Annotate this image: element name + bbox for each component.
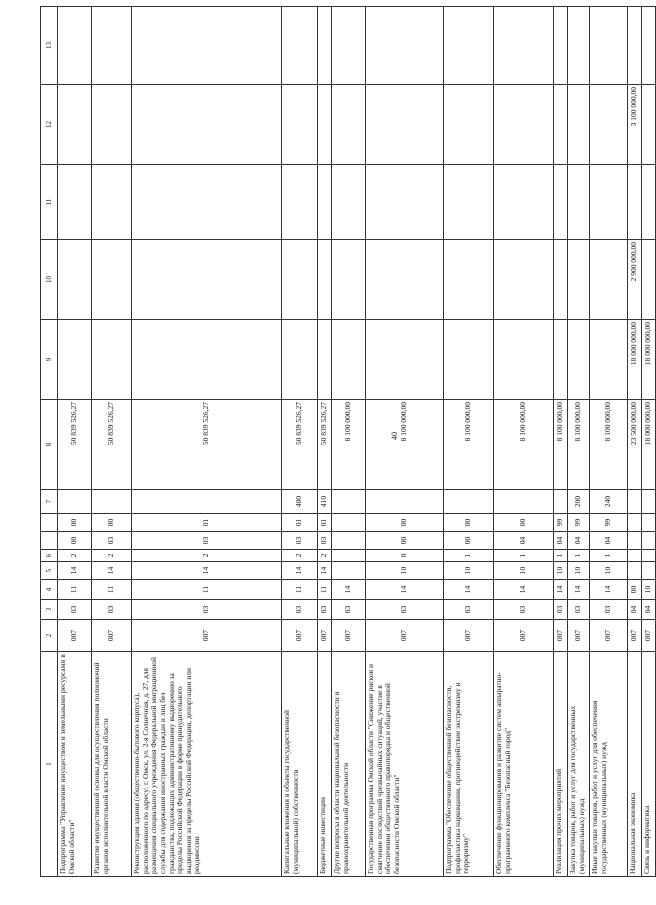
row-value-cell: 03	[332, 600, 366, 620]
row-value-cell: 10	[590, 562, 628, 580]
row-value-cell	[92, 85, 132, 165]
row-value-cell	[282, 165, 318, 240]
row-value-cell: 1	[494, 550, 554, 562]
row-value-cell	[58, 240, 92, 320]
row-value-cell: 00	[92, 514, 132, 532]
row-value-cell	[332, 550, 366, 562]
row-value-cell: 10	[568, 562, 590, 580]
row-value-cell: 03	[318, 600, 332, 620]
row-value-cell	[366, 7, 444, 85]
row-value-cell: 00	[58, 532, 92, 550]
row-value-cell: 18 000 000,00	[642, 320, 656, 400]
budget-table	[40, 6, 656, 877]
row-name-cell: Государственная программа Омской области "Снижение рисков и смягчение последствий чрезвычайных ситуаций, участие в обеспечении общественного правопорядка и общественной безопасности Омской области"	[366, 652, 444, 877]
row-value-cell: 04	[494, 532, 554, 550]
row-value-cell	[332, 514, 366, 532]
row-value-cell: 99	[554, 514, 568, 532]
row-value-cell	[332, 532, 366, 550]
row-value-cell	[494, 7, 554, 85]
row-value-cell	[92, 7, 132, 85]
row-value-cell: 50 839 526,27	[58, 400, 92, 490]
row-value-cell: 03	[282, 532, 318, 550]
row-value-cell	[444, 240, 494, 320]
row-value-cell: 10	[494, 562, 554, 580]
row-value-cell: 007	[132, 620, 282, 652]
row-value-cell: 007	[444, 620, 494, 652]
row-value-cell	[568, 7, 590, 85]
row-value-cell: 11	[318, 580, 332, 600]
row-value-cell: 400	[282, 490, 318, 514]
row-value-cell	[554, 7, 568, 85]
row-value-cell: 8 100 000,00	[554, 400, 568, 490]
row-value-cell: 3 100 000,00	[628, 85, 642, 165]
row-value-cell: 04	[642, 600, 656, 620]
row-value-cell	[282, 85, 318, 165]
row-value-cell	[332, 85, 366, 165]
row-value-cell: 007	[568, 620, 590, 652]
table-row	[282, 7, 318, 877]
row-value-cell: 18 000 000,00	[628, 320, 642, 400]
row-value-cell: 18 000 000,00	[642, 400, 656, 490]
row-value-cell	[628, 7, 642, 85]
row-value-cell	[318, 165, 332, 240]
row-value-cell: 14	[92, 562, 132, 580]
row-value-cell	[318, 320, 332, 400]
row-value-cell	[58, 7, 92, 85]
row-value-cell: 200	[568, 490, 590, 514]
row-value-cell: 01	[282, 514, 318, 532]
row-value-cell: 14	[132, 562, 282, 580]
row-value-cell: 8 100 000,00	[590, 400, 628, 490]
row-value-cell: 14	[332, 580, 366, 600]
row-value-cell	[494, 85, 554, 165]
page-number: 40	[390, 432, 399, 440]
header-cell: 13	[41, 7, 58, 85]
row-value-cell	[92, 490, 132, 514]
row-value-cell	[58, 490, 92, 514]
row-value-cell	[568, 240, 590, 320]
row-value-cell	[444, 7, 494, 85]
header-cell: 3	[41, 600, 58, 620]
header-cell: 2	[41, 620, 58, 652]
row-value-cell: 03	[366, 600, 444, 620]
row-value-cell: 2	[58, 550, 92, 562]
row-value-cell	[332, 240, 366, 320]
row-value-cell	[92, 240, 132, 320]
row-value-cell: 03	[132, 600, 282, 620]
row-value-cell: 03	[444, 600, 494, 620]
row-value-cell: 03	[282, 600, 318, 620]
row-value-cell: 00	[58, 514, 92, 532]
row-value-cell: 03	[132, 532, 282, 550]
row-value-cell: 00	[366, 532, 444, 550]
row-value-cell	[332, 320, 366, 400]
row-value-cell: 007	[366, 620, 444, 652]
row-value-cell	[132, 165, 282, 240]
row-name-cell: Подпрограмма "Управление имуществом и земельными ресурсами в Омской области"	[58, 652, 92, 877]
header-cell: 10	[41, 240, 58, 320]
row-value-cell: 2	[282, 550, 318, 562]
row-value-cell	[444, 490, 494, 514]
row-value-cell	[628, 562, 642, 580]
row-value-cell	[642, 562, 656, 580]
row-value-cell	[366, 320, 444, 400]
table-row	[568, 7, 590, 877]
header-cell: 6	[41, 550, 58, 562]
row-value-cell	[332, 7, 366, 85]
header-cell	[41, 532, 58, 550]
row-value-cell: 99	[568, 514, 590, 532]
row-value-cell	[494, 240, 554, 320]
row-value-cell: 04	[554, 532, 568, 550]
row-value-cell	[58, 165, 92, 240]
row-name-cell: Реализация прочих мероприятий	[554, 652, 568, 877]
row-value-cell: 1	[590, 550, 628, 562]
row-name-cell: Иные закупки товаров, работ и услуг для обеспечения государственных (муниципальных) нужд	[590, 652, 628, 877]
row-value-cell: 23 500 000,00	[628, 400, 642, 490]
row-value-cell: 007	[332, 620, 366, 652]
row-value-cell: 14	[590, 580, 628, 600]
row-value-cell	[332, 165, 366, 240]
table-row	[58, 7, 92, 877]
row-value-cell	[590, 165, 628, 240]
header-cell: 9	[41, 320, 58, 400]
row-value-cell: 01	[318, 514, 332, 532]
header-cell	[41, 514, 58, 532]
row-value-cell	[332, 562, 366, 580]
table-row	[366, 7, 444, 877]
row-value-cell	[282, 240, 318, 320]
row-value-cell	[92, 165, 132, 240]
row-name-cell: Капитальные вложения в объекты государственной (муниципальной) собственности	[282, 652, 318, 877]
row-value-cell: 03	[494, 600, 554, 620]
row-value-cell: 2	[92, 550, 132, 562]
row-value-cell: 03	[58, 600, 92, 620]
row-value-cell: 2	[132, 550, 282, 562]
row-value-cell: 03	[568, 600, 590, 620]
table-row	[92, 7, 132, 877]
row-value-cell: 007	[282, 620, 318, 652]
row-value-cell	[628, 550, 642, 562]
row-value-cell: 410	[318, 490, 332, 514]
table-row	[132, 7, 282, 877]
rotated-budget-table	[40, 7, 653, 877]
row-value-cell	[282, 320, 318, 400]
table-row	[642, 7, 656, 877]
header-cell: 4	[41, 580, 58, 600]
row-value-cell: 03	[554, 600, 568, 620]
row-value-cell	[590, 7, 628, 85]
row-value-cell: 2 900 000,00	[628, 240, 642, 320]
row-value-cell: 50 839 526,27	[92, 400, 132, 490]
table-row	[332, 7, 366, 877]
row-value-cell	[318, 85, 332, 165]
row-value-cell	[366, 490, 444, 514]
row-value-cell: 007	[58, 620, 92, 652]
row-value-cell	[366, 85, 444, 165]
row-value-cell	[58, 85, 92, 165]
row-value-cell: 007	[494, 620, 554, 652]
row-value-cell	[642, 532, 656, 550]
row-value-cell: 00	[444, 532, 494, 550]
row-value-cell: 03	[318, 532, 332, 550]
row-value-cell	[590, 85, 628, 165]
table-row	[444, 7, 494, 877]
row-value-cell: 14	[554, 580, 568, 600]
row-value-cell: 03	[92, 532, 132, 550]
header-row	[41, 7, 58, 877]
row-value-cell: 14	[58, 562, 92, 580]
row-value-cell: 04	[590, 532, 628, 550]
row-value-cell: 1	[444, 550, 494, 562]
row-name-cell: Связь и информатика	[642, 652, 656, 877]
row-value-cell	[444, 165, 494, 240]
row-name-cell: Бюджетные инвестиции	[318, 652, 332, 877]
row-value-cell: 007	[554, 620, 568, 652]
row-value-cell: 8 100 000,00	[494, 400, 554, 490]
row-value-cell: 50 839 526,27	[318, 400, 332, 490]
row-value-cell	[590, 240, 628, 320]
row-value-cell	[132, 490, 282, 514]
row-value-cell	[642, 85, 656, 165]
row-value-cell	[642, 7, 656, 85]
row-value-cell	[494, 490, 554, 514]
row-value-cell	[628, 165, 642, 240]
row-value-cell: 8 100 000,00	[366, 400, 444, 490]
row-name-cell: Другие вопросы в области национальной безопасности и правоохранительной деятельности	[332, 652, 366, 877]
row-value-cell: 14	[568, 580, 590, 600]
row-value-cell	[628, 490, 642, 514]
row-value-cell: 99	[590, 514, 628, 532]
row-value-cell	[318, 240, 332, 320]
row-value-cell	[568, 320, 590, 400]
row-value-cell: 11	[58, 580, 92, 600]
row-value-cell: 00	[366, 514, 444, 532]
row-value-cell	[444, 320, 494, 400]
table-row	[318, 7, 332, 877]
row-value-cell: 007	[642, 620, 656, 652]
row-value-cell	[92, 320, 132, 400]
row-value-cell	[366, 240, 444, 320]
table-row	[628, 7, 642, 877]
row-value-cell	[568, 165, 590, 240]
row-value-cell: 14	[494, 580, 554, 600]
row-value-cell: 1	[568, 550, 590, 562]
row-value-cell: 240	[590, 490, 628, 514]
row-value-cell: 50 839 526,27	[132, 400, 282, 490]
row-value-cell	[554, 320, 568, 400]
row-value-cell	[628, 514, 642, 532]
header-cell: 12	[41, 85, 58, 165]
row-value-cell	[132, 320, 282, 400]
row-value-cell	[554, 240, 568, 320]
header-cell: 8	[41, 400, 58, 490]
row-value-cell: 00	[444, 514, 494, 532]
row-value-cell: 1	[554, 550, 568, 562]
header-cell: 11	[41, 165, 58, 240]
row-name-cell: Реконструкция здания (общественно-бытового корпуса), расположенного по адресу: г. Омск, ул. 2-я Солнечная, д. 27, для размещения специального учреждения Федеральной миграционной службы для содержания иностранных граждан и лиц без гражданства, подлежащих административному выдворению за пределы Российской Федерации в форме принудительного выдворения за пределы Российской Федерации, депортации или реадмиссии	[132, 652, 282, 877]
header-cell: 7	[41, 490, 58, 514]
row-value-cell: 10	[366, 562, 444, 580]
row-value-cell	[494, 320, 554, 400]
row-value-cell	[58, 320, 92, 400]
row-value-cell: 04	[628, 600, 642, 620]
row-value-cell: 11	[92, 580, 132, 600]
table-row	[494, 7, 554, 877]
row-value-cell: 2	[318, 550, 332, 562]
row-name-cell: Закупка товаров, работ и услуг для государственных (муниципальных) нужд	[568, 652, 590, 877]
row-name-cell: Обеспечение функционирования и развитие систем аппаратно-программного комплекса "Безопасный город"	[494, 652, 554, 877]
row-value-cell: 00	[628, 580, 642, 600]
table-row	[590, 7, 628, 877]
row-value-cell	[132, 240, 282, 320]
row-value-cell: 14	[444, 580, 494, 600]
row-value-cell: 11	[282, 580, 318, 600]
row-value-cell	[642, 514, 656, 532]
row-name-cell: Подпрограмма "Обеспечение общественной безопасности, профилактика наркомании, противодействие экстремизму и терроризму"	[444, 652, 494, 877]
row-value-cell: 03	[92, 600, 132, 620]
row-value-cell	[642, 240, 656, 320]
row-value-cell	[332, 490, 366, 514]
row-value-cell: 10	[642, 580, 656, 600]
row-value-cell: 0	[366, 550, 444, 562]
row-value-cell	[554, 85, 568, 165]
row-value-cell: 007	[628, 620, 642, 652]
row-value-cell: 03	[590, 600, 628, 620]
row-value-cell	[554, 165, 568, 240]
row-value-cell: 8 100 000,00	[444, 400, 494, 490]
row-value-cell	[444, 85, 494, 165]
row-value-cell: 007	[92, 620, 132, 652]
row-value-cell	[590, 320, 628, 400]
header-cell: 5	[41, 562, 58, 580]
row-value-cell: 10	[444, 562, 494, 580]
row-value-cell: 04	[568, 532, 590, 550]
row-value-cell: 14	[282, 562, 318, 580]
row-value-cell: 10	[554, 562, 568, 580]
row-name-cell: Национальная экономика	[628, 652, 642, 877]
row-value-cell	[642, 165, 656, 240]
row-value-cell	[628, 532, 642, 550]
row-value-cell: 00	[494, 514, 554, 532]
row-value-cell	[132, 7, 282, 85]
row-value-cell: 11	[132, 580, 282, 600]
row-value-cell: 007	[590, 620, 628, 652]
row-value-cell: 01	[132, 514, 282, 532]
row-name-cell: Развитие имущественной основы для осуществления полномочий органов исполнительной власти Омской области	[92, 652, 132, 877]
row-value-cell: 8 100 000,00	[568, 400, 590, 490]
row-value-cell: 50 839 526,27	[282, 400, 318, 490]
row-value-cell: 8 100 000,00	[332, 400, 366, 490]
row-value-cell: 14	[366, 580, 444, 600]
header-cell: 1	[41, 652, 58, 877]
row-value-cell	[282, 7, 318, 85]
row-value-cell	[554, 490, 568, 514]
row-value-cell	[642, 550, 656, 562]
row-value-cell	[318, 7, 332, 85]
row-value-cell	[642, 490, 656, 514]
row-value-cell	[568, 85, 590, 165]
row-value-cell: 007	[318, 620, 332, 652]
row-value-cell: 14	[318, 562, 332, 580]
row-value-cell	[366, 165, 444, 240]
row-value-cell	[132, 85, 282, 165]
row-value-cell	[494, 165, 554, 240]
table-row	[554, 7, 568, 877]
